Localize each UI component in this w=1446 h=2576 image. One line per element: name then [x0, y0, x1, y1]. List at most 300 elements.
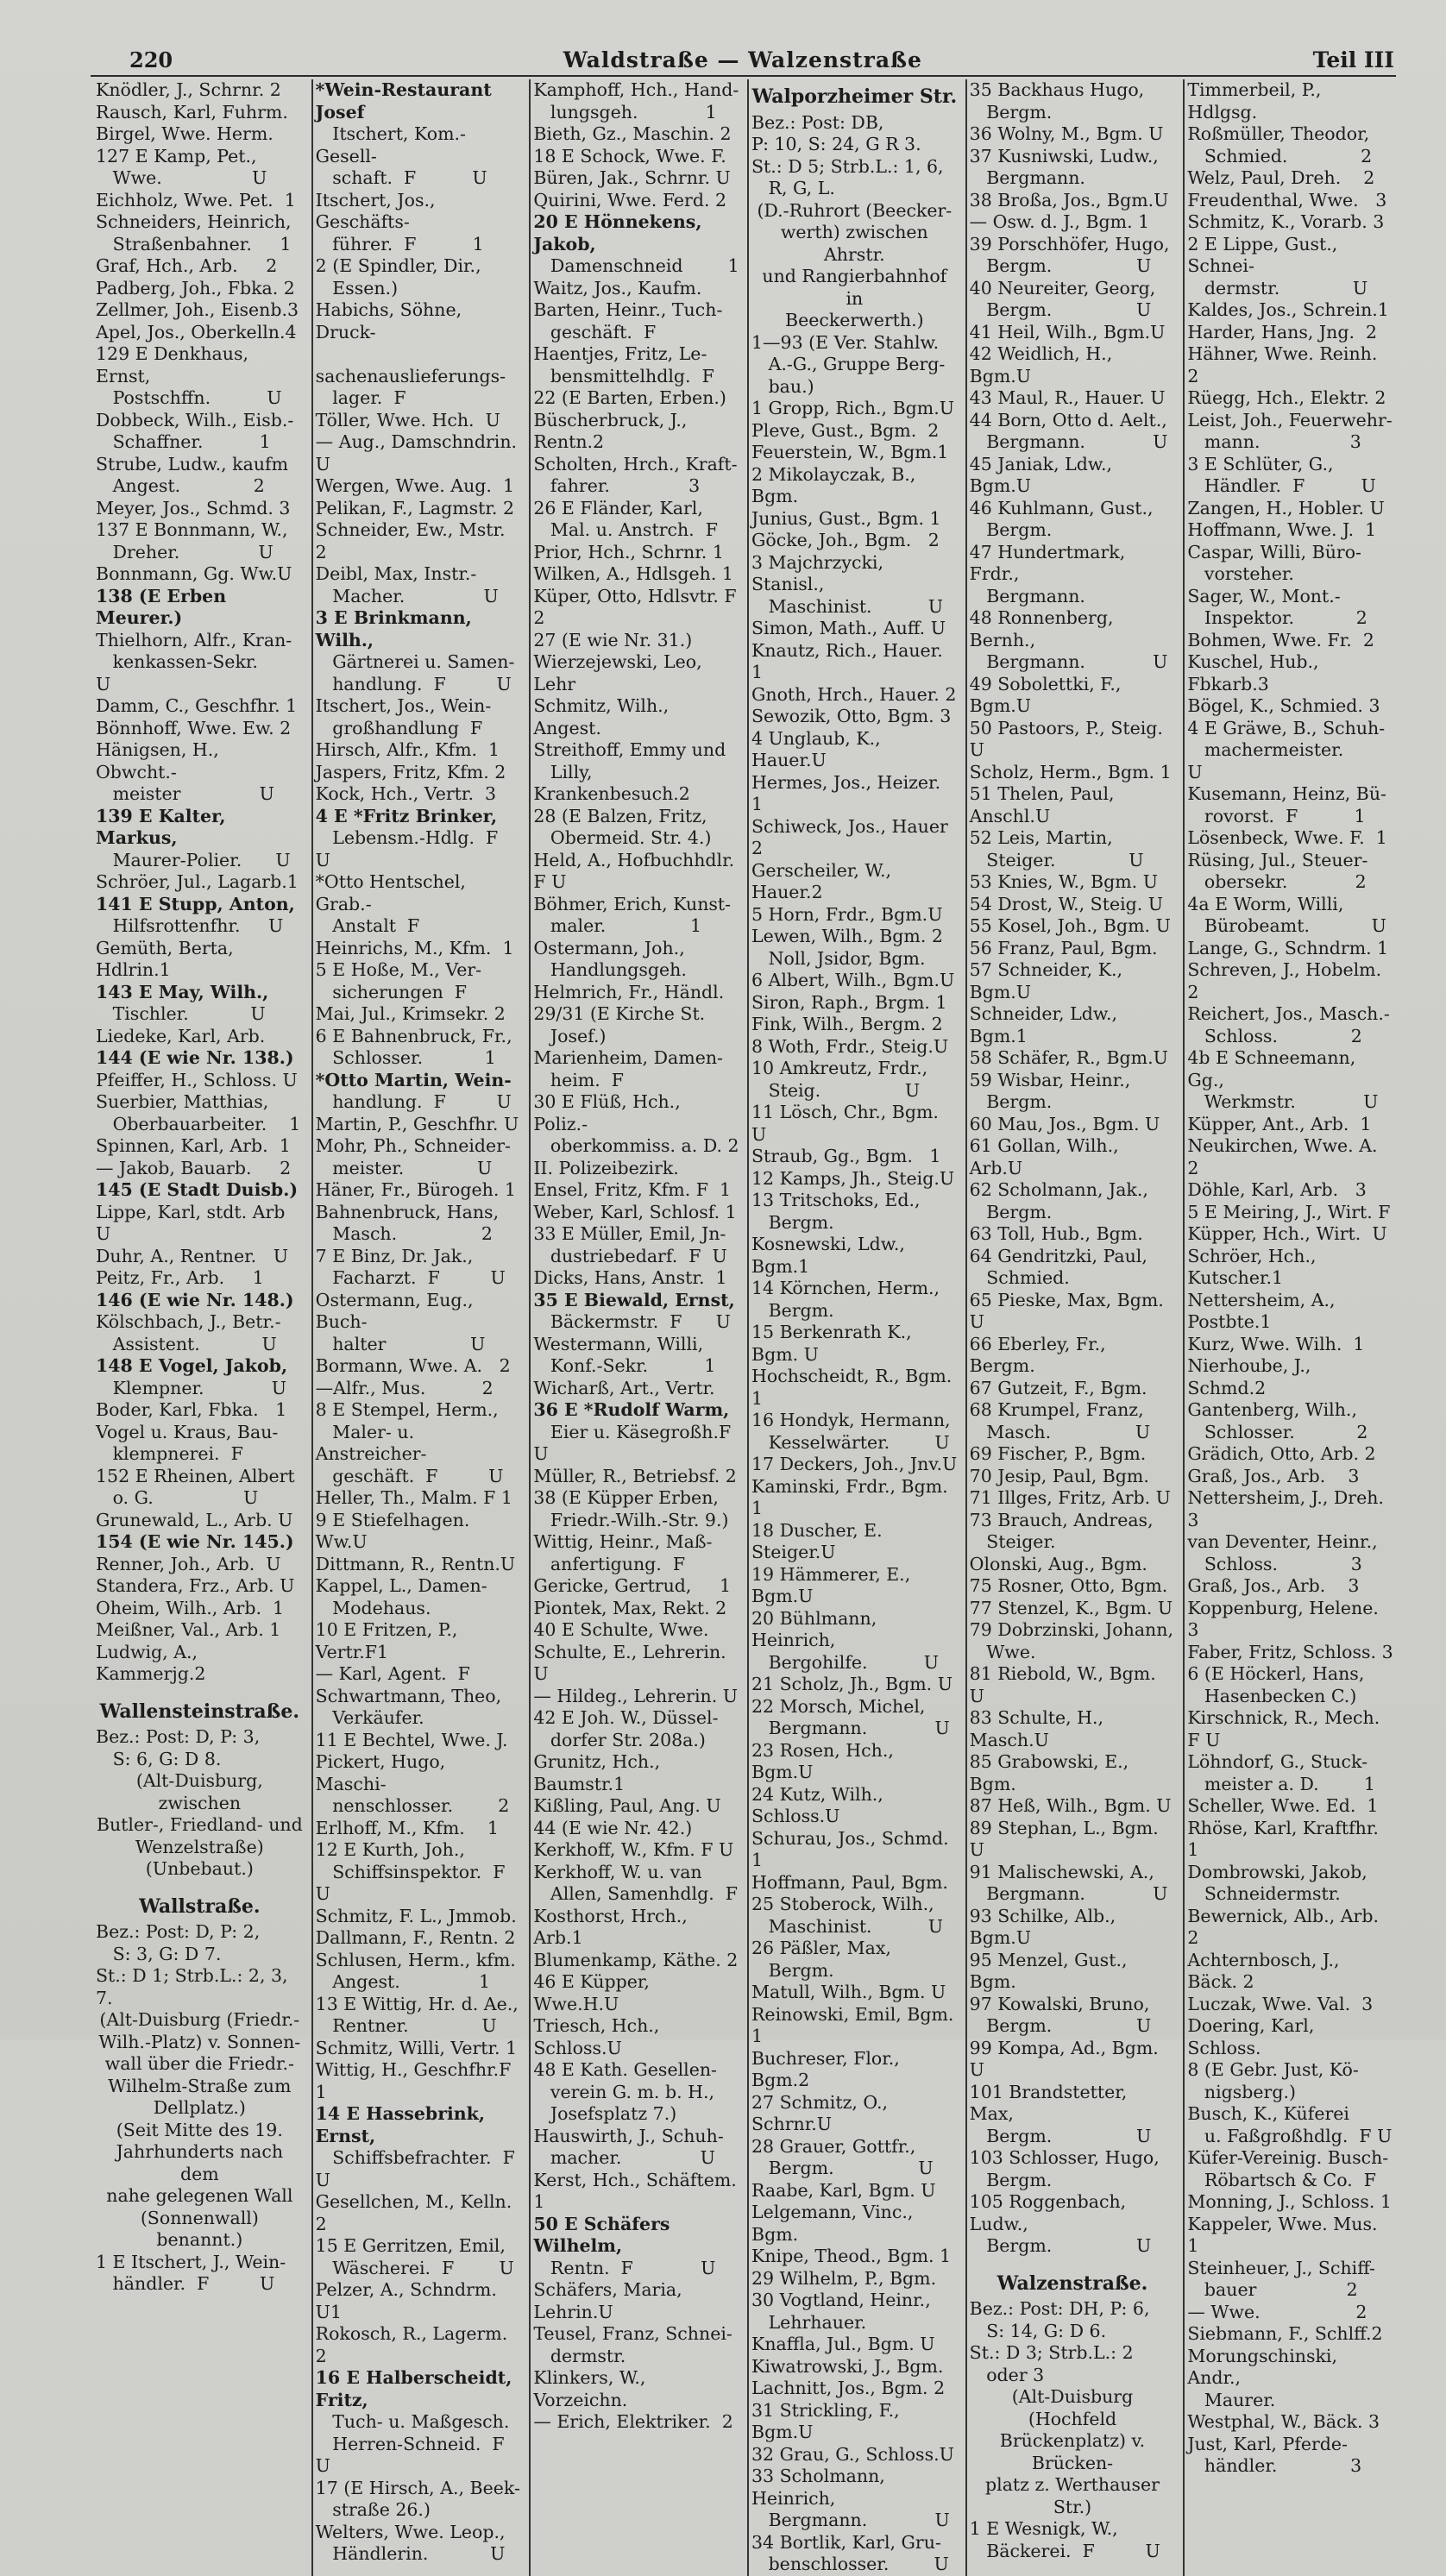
directory-entry: Morungschinski, Andr., — [1187, 2345, 1343, 2388]
directory-entry: 154 (E wie Nr. 145.) — [96, 1531, 294, 1552]
directory-entry: Rokosch, R., Lagerm. 2 — [315, 2323, 513, 2366]
directory-entry: Held, A., Hofbuchhdlr. F U — [533, 849, 740, 892]
directory-entry: 64 Gendritzki, Paul, — [969, 1245, 1147, 1266]
directory-entry: Kerkhoff, W., Kfm. F U — [533, 1839, 734, 1860]
directory-entry: 71 Illges, Fritz, Arb. U — [969, 1487, 1171, 1508]
directory-entry: Kurz, Wwe. Wilh. 1 — [1187, 1333, 1365, 1354]
directory-entry: 3 Majchrzycki, Stanisl., — [751, 551, 890, 594]
directory-entry: 91 Malischewski, A., — [969, 1861, 1154, 1882]
directory-entry: Bergmann. — [969, 585, 1085, 606]
directory-entry: 48 E Kath. Gesellen- — [533, 2059, 717, 2080]
directory-entry: Meyer, Jos., Schmd. 3 — [96, 497, 291, 518]
directory-entry: 67 Gutzeit, F., Bgm. — [969, 1377, 1147, 1398]
directory-entry: A.-G., Gruppe Berg- — [751, 354, 946, 374]
directory-entry: geschäft. F U — [315, 1465, 504, 1486]
directory-entry: Bäckermstr. F U — [533, 1311, 731, 1332]
directory-entry: *Wein-Restaurant Josef — [315, 79, 498, 123]
directory-entry: Lewen, Wilh., Bgm. 2 — [751, 926, 943, 946]
directory-entry: 26 E Fländer, Karl, — [533, 497, 703, 518]
directory-entry: (Alt-Duisburg, zwischen — [135, 1770, 269, 1813]
directory-entry: Kiwatrowski, J., Bgm. — [751, 2355, 944, 2377]
street-heading: Wallensteinstraße. — [99, 1700, 300, 1723]
directory-entry: Monning, J., Schloss. 1 — [1187, 2191, 1392, 2212]
directory-entry: Wilh.-Platz) v. Sonnen- — [98, 2031, 301, 2052]
directory-entry: Modehaus. — [315, 1597, 431, 1618]
directory-entry: 17 Deckers, Joh., Jnv.U — [751, 1454, 958, 1474]
directory-entry: Mohr, Ph., Schneider- — [315, 1135, 511, 1156]
directory-entry: bauer 2 — [1187, 2279, 1358, 2300]
directory-entry: Straßenbahner. 1 — [96, 233, 292, 254]
directory-entry: 8 Woth, Frdr., Steig.U — [751, 1035, 949, 1057]
directory-entry: 63 Toll, Hub., Bgm. — [969, 1223, 1143, 1244]
directory-column — [529, 79, 742, 2576]
directory-entry: 5 E Hoße, M., Ver- — [315, 959, 482, 980]
directory-entry: Pelzer, A., Schndrm. U1 — [315, 2279, 508, 2322]
directory-entry: 14 Körnchen, Herm., — [751, 1278, 940, 1298]
directory-entry: Bergohilfe. U — [751, 1651, 940, 1673]
directory-entry: 19 Hämmerer, E., Bgm.U — [751, 1563, 916, 1606]
directory-entry: meister. U — [315, 1157, 493, 1178]
directory-entry: (Seit Mitte des 19. — [116, 2119, 283, 2140]
directory-entry: Schneider, Ew., Mstr. 2 — [315, 519, 512, 562]
directory-entry: straße 26.) — [315, 2499, 431, 2520]
directory-entry: Gnoth, Hrch., Hauer. 2 — [751, 683, 957, 705]
directory-entry: Pfeiffer, H., Schloss. U — [96, 1069, 298, 1090]
directory-entry: Assistent. U — [96, 1333, 277, 1354]
directory-entry: Bergmann. U — [751, 1718, 950, 1738]
directory-entry: Friedr.-Wilh.-Str. 9.) — [533, 1509, 729, 1530]
directory-entry: 7 E Binz, Dr. Jak., — [315, 1245, 474, 1266]
directory-entry: machermeister. U — [1187, 739, 1383, 782]
directory-entry: Bergm. — [969, 519, 1053, 540]
directory-entry: 1 E Itschert, J., Wein- — [96, 2251, 286, 2272]
directory-entry: —Alfr., Mus. 2 — [315, 1377, 494, 1398]
directory-entry: Ostermann, Eug., Buch- — [315, 1289, 480, 1332]
directory-entry: Löhndorf, G., Stuck- — [1187, 1751, 1367, 1772]
directory-entry: Knaffla, Jul., Bgm. U — [751, 2334, 935, 2354]
directory-entry: werth) zwischen Ahrstr. — [780, 222, 934, 265]
directory-entry: 12 E Kurth, Joh., — [315, 1839, 465, 1860]
directory-entry: 47 Hundertmark, Frdr., — [969, 541, 1131, 584]
directory-entry: Josef.) — [533, 1025, 607, 1046]
directory-entry: Dellplatz.) — [153, 2097, 246, 2118]
directory-entry: Hilfsrottenfhr. U — [96, 915, 284, 936]
directory-entry: 34 Bortlik, Karl, Gru- — [751, 2531, 941, 2553]
directory-entry: Eier u. Käsegroßh.F U — [533, 1421, 737, 1464]
directory-entry: 23 Rosen, Hch., Bgm.U — [751, 1739, 900, 1782]
directory-entry: Kaldes, Jos., Schrein.1 — [1187, 299, 1389, 320]
directory-entry: obersekr. 2 — [1187, 871, 1367, 892]
directory-entry: Klinkers, W., Vorzeichn. — [533, 2367, 651, 2410]
directory-entry: Itschert, Jos., Geschäfts- — [315, 189, 442, 232]
directory-entry: halter U — [315, 1333, 486, 1354]
directory-entry: Heller, Th., Malm. F 1 — [315, 1487, 512, 1508]
directory-entry: Bergm. — [969, 1201, 1053, 1222]
directory-entry: Habichs, Söhne, Druck- — [315, 299, 468, 342]
directory-entry: Josefsplatz 7.) — [533, 2103, 677, 2124]
directory-entry: Bez.: Post: DB, — [751, 111, 884, 133]
directory-entry: Achternbosch, J., Bäck. 2 — [1187, 1949, 1346, 1992]
directory-entry: handlung. F U — [315, 1091, 512, 1112]
directory-entry: Siebmann, F., Schlff.2 — [1187, 2323, 1383, 2344]
directory-entry: Neukirchen, Wwe. A. 2 — [1187, 1135, 1384, 1178]
directory-entry: Peitz, Fr., Arb. 1 — [96, 1267, 264, 1288]
directory-entry: 27 Schmitz, O., Schrnr.U — [751, 2091, 894, 2134]
directory-entry: 3 E Brinkmann, Wilh., — [315, 607, 478, 650]
directory-entry: 53 Knies, W., Bgm. U — [969, 871, 1158, 892]
directory-entry: Mai, Jul., Krimsekr. 2 — [315, 1003, 506, 1024]
directory-entry: Masch. 2 — [315, 1223, 493, 1244]
directory-entry: Wilhelm-Straße zum — [108, 2075, 292, 2096]
directory-entry: anfertigung. F — [533, 1553, 686, 1574]
directory-entry: verein G. m. b. H., — [533, 2081, 715, 2102]
directory-entry: 28 Grauer, Gottfr., — [751, 2135, 916, 2157]
directory-entry: Caspar, Willi, Büro- — [1187, 541, 1361, 562]
directory-entry: Bögel, K., Schmied. 3 — [1187, 695, 1380, 716]
directory-entry: 61 Gollan, Wilh., Arb.U — [969, 1135, 1125, 1178]
directory-entry: Luczak, Wwe. Val. 3 — [1187, 1993, 1374, 2014]
directory-entry: oder 3 — [969, 2364, 1045, 2385]
directory-entry: Lange, G., Schndrm. 1 — [1187, 937, 1389, 958]
directory-entry: 40 E Schulte, Wwe. — [533, 1619, 709, 1640]
directory-entry: führer. F 1 — [315, 233, 484, 254]
directory-entry: Jaspers, Fritz, Kfm. 2 — [315, 761, 506, 782]
directory-entry: Kerst, Hch., Schäftem. 1 — [533, 2169, 743, 2212]
directory-entry: — Hildeg., Lehrerin. U — [533, 1685, 739, 1706]
directory-entry: Schurau, Jos., Schmd. 1 — [751, 1827, 955, 1870]
directory-entry: Kuschel, Hub., Fbkarb.3 — [1187, 651, 1325, 694]
directory-entry: mann. 3 — [1187, 431, 1361, 452]
section-spacer — [96, 1686, 304, 1694]
directory-entry: Gerscheiler, W., Hauer.2 — [751, 859, 897, 902]
directory-entry: Pleve, Gust., Bgm. 2 — [751, 419, 940, 441]
directory-entry: bensmittelhdlg. F — [533, 365, 714, 386]
directory-entry: Damenschneid 1 — [533, 255, 739, 276]
directory-entry: Schäfers, Maria, Lehrin.U — [533, 2279, 688, 2322]
directory-entry: großhandlung F — [315, 717, 483, 738]
directory-entry: Gärtnerei u. Samen- — [315, 651, 515, 672]
directory-entry: Gericke, Gertrud, 1 — [533, 1575, 732, 1596]
directory-entry: Spinnen, Karl, Arb. 1 — [96, 1135, 291, 1156]
directory-entry: 22 Morsch, Michel, — [751, 1695, 926, 1717]
directory-entry: Just, Karl, Pferde- — [1187, 2433, 1348, 2454]
directory-entry: 33 E Müller, Emil, Jn- — [533, 1223, 726, 1244]
directory-column — [311, 79, 525, 2576]
directory-entry: rovorst. F 1 — [1187, 805, 1366, 826]
directory-entry: 14 E Hassebrink, Ernst, — [315, 2103, 492, 2146]
directory-entry: van Deventer, Heinr., — [1187, 1531, 1378, 1552]
directory-entry: Hasenbecken C.) — [1187, 1685, 1357, 1706]
directory-entry: 103 Schlosser, Hugo, — [969, 2147, 1160, 2168]
directory-entry: Schlusen, Herm., kfm. — [315, 1949, 516, 1970]
directory-entry: Graf, Hch., Arb. 2 — [96, 255, 278, 276]
directory-entry: 70 Jesip, Paul, Bgm. — [969, 1465, 1149, 1486]
directory-entry: Dallmann, F., Rentn. 2 — [315, 1927, 516, 1948]
directory-entry: Schmitz, Willi, Vertr. 1 — [315, 2037, 518, 2058]
directory-entry: Steinheuer, J., Schiff- — [1187, 2257, 1375, 2278]
directory-entry: 11 Lösch, Chr., Bgm. U — [751, 1102, 945, 1145]
directory-entry: Wäscherei. F U — [315, 2257, 514, 2278]
directory-entry: 137 E Bonnmann, W., — [96, 519, 288, 540]
directory-entry: 29 Wilhelm, P., Bgm. — [751, 2267, 937, 2289]
directory-entry: Grunitz, Hch., Baumstr.1 — [533, 1751, 666, 1794]
directory-entry: schaft. F U — [315, 167, 487, 188]
directory-entry: 2 E Lippe, Gust., Schnei- — [1187, 233, 1343, 276]
directory-entry: 18 E Schock, Wwe. F. — [533, 145, 726, 166]
directory-entry: Birgel, Wwe. Herm. — [96, 123, 273, 144]
part-label: Teil III — [1312, 47, 1394, 72]
directory-entry: Bewernick, Alb., Arb. 2 — [1187, 1905, 1385, 1948]
directory-entry: *Otto Hentschel, Grab.- — [315, 871, 472, 914]
directory-entry: Lösenbeck, Wwe. F. 1 — [1187, 827, 1387, 848]
directory-entry: Händlerin. U — [315, 2543, 506, 2564]
directory-entry: Facharzt. F U — [315, 1267, 506, 1288]
directory-entry: Junius, Gust., Bgm. 1 — [751, 507, 941, 529]
directory-entry: Rüsing, Jul., Steuer- — [1187, 849, 1368, 870]
directory-entry: Kölschbach, J., Betr.- — [96, 1311, 281, 1332]
directory-entry: Handlungsgeh. — [533, 959, 687, 980]
directory-entry: Nierhoube, J., Schmd.2 — [1187, 1355, 1317, 1398]
directory-entry: — Osw. d. J., Bgm. 1 — [969, 211, 1150, 232]
directory-entry: Schmitz, Wilh., Angest. — [533, 695, 675, 738]
directory-entry: 46 E Küpper, Wwe.H.U — [533, 1971, 656, 2014]
directory-entry: 52 Leis, Martin, — [969, 827, 1113, 848]
directory-entry: Ludwig, A., Kammerjg.2 — [96, 1641, 206, 1684]
directory-entry: 30 Vogtland, Heinr., — [751, 2290, 931, 2310]
directory-entry: Schlosser. 2 — [1187, 1421, 1368, 1442]
directory-entry: 42 Weidlich, H., Bgm.U — [969, 343, 1118, 386]
directory-entry: kenkassen-Sekr. U — [96, 651, 292, 694]
directory-entry: Steig. U — [751, 1079, 921, 1101]
directory-entry: Rentn. F U — [533, 2257, 716, 2278]
directory-entry: Schröer, Jul., Lagarb.1 — [96, 871, 299, 892]
directory-entry: 1 Gropp, Rich., Bgm.U — [751, 398, 954, 418]
directory-entry: 127 E Kamp, Pet., — [96, 145, 257, 166]
directory-entry: 4a E Worm, Willi, — [1187, 893, 1344, 914]
directory-entry: Feuerstein, W., Bgm.1 — [751, 442, 949, 462]
directory-entry: 29/31 (E Kirche St. — [533, 1003, 706, 1024]
directory-entry: Bonnmann, Gg. Ww.U — [96, 563, 292, 584]
directory-entry: 16 E Halberscheidt, Fritz, — [315, 2367, 519, 2410]
directory-entry: Wierzejewski, Leo, Lehr — [533, 651, 708, 694]
directory-entry: fahrer. 3 — [533, 475, 701, 496]
directory-entry: Bergmann. U — [751, 2510, 950, 2530]
directory-entry: Rüegg, Hch., Elektr. 2 — [1187, 387, 1386, 408]
directory-entry: Röbartsch & Co. F — [1187, 2169, 1376, 2190]
directory-entry: 18 Duscher, E. Steiger.U — [751, 1519, 889, 1562]
directory-entry: Bormann, Wwe. A. 2 — [315, 1355, 511, 1376]
directory-entry: 13 E Wittig, Hr. d. Ae., — [315, 1993, 519, 2014]
directory-entry: Büren, Jak., Schrnr. U — [533, 167, 731, 188]
directory-entry: Reinowski, Emil, Bgm. 1 — [751, 2003, 959, 2046]
directory-entry: bau.) — [751, 375, 814, 397]
directory-entry: Beeckerwerth.) — [785, 310, 924, 330]
directory-entry: Kosnewski, Ldw., Bgm.1 — [751, 1234, 911, 1277]
directory-entry: Bönnhoff, Wwe. Ew. 2 — [96, 717, 292, 738]
directory-entry: Scholz, Herm., Bgm. 1 — [969, 761, 1172, 782]
directory-entry: 146 (E wie Nr. 148.) — [96, 1289, 294, 1310]
directory-entry: Erlhoff, M., Kfm. 1 — [315, 1817, 499, 1838]
directory-entry: Bäckerei. F U — [969, 2540, 1160, 2561]
directory-entry: Knödler, J., Schrnr. 2 — [96, 79, 281, 100]
directory-entry: 41 Heil, Wilh., Bgm.U — [969, 321, 1166, 342]
directory-entry: Westphal, W., Bäck. 3 — [1187, 2411, 1380, 2432]
directory-entry: 11 E Bechtel, Wwe. J. — [315, 1729, 508, 1750]
directory-entry: Bergm. — [751, 1211, 834, 1233]
directory-entry: Lehrhauer. — [751, 2311, 867, 2333]
directory-entry: 21 Scholz, Jh., Bgm. U — [751, 1674, 952, 1694]
directory-entry: nahe gelegenen Wall — [106, 2185, 293, 2206]
directory-entry: Bergmann. — [969, 167, 1085, 188]
directory-entry: 148 E Vogel, Jakob, — [96, 1355, 288, 1376]
directory-entry: Postschffn. U — [96, 387, 282, 408]
directory-entry: Pickert, Hugo, Maschi- — [315, 1751, 451, 1794]
directory-entry: Gemüth, Berta, Hdlrin.1 — [96, 937, 240, 980]
directory-entry: Standera, Frz., Arb. U — [96, 1575, 295, 1596]
directory-entry: Tischler. U — [96, 1003, 266, 1024]
directory-entry: Küfer-Vereinig. Busch- — [1187, 2147, 1389, 2168]
directory-entry: Scholten, Hrch., Kraft- — [533, 453, 738, 474]
directory-entry: 73 Brauch, Andreas, — [969, 1509, 1154, 1530]
directory-entry: R, G, L. — [751, 178, 835, 198]
directory-entry: Schmied. 2 — [1187, 145, 1373, 166]
directory-entry: Bieth, Gz., Maschin. 2 — [533, 123, 732, 144]
directory-entry: Ensel, Fritz, Kfm. F 1 — [533, 1179, 732, 1200]
directory-entry: — Karl, Agent. F — [315, 1663, 470, 1684]
directory-entry: Straub, Gg., Bgm. 1 — [751, 1146, 941, 1166]
directory-entry: Maschinist. U — [751, 1915, 944, 1937]
directory-entry: Schröer, Hch., Kutscher.1 — [1187, 1245, 1323, 1288]
directory-entry: Liedeke, Karl, Arb. — [96, 1025, 266, 1046]
directory-entry: Prior, Hch., Schrnr. 1 — [533, 541, 724, 562]
directory-entry: 79 Dobrzinski, Johann, — [969, 1619, 1173, 1640]
directory-columns — [93, 79, 1396, 2574]
directory-entry: 152 E Rheinen, Albert — [96, 1465, 295, 1486]
directory-entry: lager. F — [315, 387, 406, 408]
directory-entry: Kamphoff, Hch., Hand- — [533, 79, 739, 100]
directory-entry: dustriebedarf. F U — [533, 1245, 727, 1266]
directory-entry: 144 (E wie Nr. 138.) — [96, 1047, 294, 1068]
directory-entry: Schiweck, Jos., Hauer 2 — [751, 815, 954, 858]
directory-entry: 60 Mau, Jos., Bgm. U — [969, 1113, 1160, 1134]
directory-entry: S: 6, G: D 8. — [96, 1748, 222, 1769]
directory-entry: benschlosser. U — [751, 2554, 949, 2574]
directory-entry: Gesellchen, M., Kelln. 2 — [315, 2191, 518, 2234]
directory-entry: Händler. F U — [1187, 475, 1376, 496]
directory-entry: Vogel u. Kraus, Bau- — [96, 1421, 279, 1442]
directory-entry: Graß, Jos., Arb. 3 — [1187, 1575, 1360, 1596]
directory-entry: Koppenburg, Helene. 3 — [1187, 1597, 1385, 1640]
directory-entry: Macher. U — [315, 585, 499, 606]
directory-entry: 4 E *Fritz Brinker, — [315, 805, 498, 826]
directory-entry: 49 Sobolettki, F., Bgm.U — [969, 673, 1127, 716]
directory-entry: Oberbauarbeiter. 1 — [96, 1113, 301, 1134]
directory-column — [1183, 79, 1396, 2576]
directory-entry: Klempner. U — [96, 1377, 286, 1398]
directory-entry: 51 Thelen, Paul, Anschl.U — [969, 783, 1121, 826]
directory-entry: Suerbier, Matthias, — [96, 1091, 269, 1112]
directory-entry: Kappel, L., Damen- — [315, 1575, 487, 1596]
directory-entry: Bergm. U — [969, 2015, 1152, 2036]
directory-entry: handlung. F U — [315, 673, 512, 694]
directory-entry: Welters, Wwe. Leop., — [315, 2521, 506, 2542]
directory-entry: 27 (E wie Nr. 31.) — [533, 629, 693, 650]
street-heading: Walporzheimer Str. — [751, 85, 958, 108]
directory-entry: vorsteher. — [1187, 563, 1294, 584]
directory-entry: Bergm. — [969, 101, 1053, 123]
directory-entry: 93 Schilke, Alb., Bgm.U — [969, 1905, 1122, 1948]
directory-entry: Hauswirth, J., Schuh- — [533, 2125, 724, 2146]
directory-entry: (D.-Ruhrort (Beecker- — [757, 199, 952, 221]
directory-entry: 38 (E Küpper Erben, — [533, 1487, 719, 1508]
directory-entry: 10 Amkreutz, Frdr., — [751, 1058, 928, 1078]
directory-entry: Dombrowski, Jakob, — [1187, 1861, 1367, 1882]
directory-entry: 43 Maul, R., Hauer. U — [969, 387, 1166, 408]
directory-entry: 16 Hondyk, Hermann, — [751, 1410, 951, 1430]
directory-entry: Bergm. — [969, 2169, 1053, 2190]
directory-entry: Kaminski, Frdr., Bgm. 1 — [751, 1475, 954, 1518]
directory-entry: Marienheim, Damen- — [533, 1047, 723, 1068]
directory-entry: Olonski, Aug., Bgm. — [969, 1553, 1147, 1574]
directory-entry: 6 E Bahnenbruck, Fr., — [315, 1025, 512, 1046]
directory-entry: Buchreser, Flor., Bgm.2 — [751, 2047, 906, 2090]
directory-entry: P: 10, S: 24, G R 3. — [751, 134, 921, 154]
directory-entry: wall über die Friedr.- — [104, 2053, 294, 2074]
directory-entry: Lelgemann, Vinc., Bgm. — [751, 2202, 919, 2245]
directory-entry: 44 (E wie Nr. 42.) — [533, 1817, 693, 1838]
directory-entry: (Alt-Duisburg (Hochfeld — [1011, 2386, 1139, 2429]
directory-entry: platz z. Werthauser Str.) — [985, 2474, 1166, 2517]
page-title: Waldstraße — Walzenstraße — [563, 47, 922, 72]
directory-entry: 30 E Flüß, Hch., Poliz.- — [533, 1091, 687, 1134]
directory-entry: S: 3, G: D 7. — [96, 1943, 222, 1964]
directory-entry: 33 Scholmann, Heinrich, — [751, 2466, 891, 2509]
directory-entry: Graß, Jos., Arb. 3 — [1187, 1465, 1360, 1486]
directory-entry: Doering, Karl, Schloss. — [1187, 2015, 1320, 2058]
directory-entry: Bergm. U — [969, 2125, 1152, 2146]
directory-entry: Triesch, Hch., Schloss.U — [533, 2015, 665, 2058]
directory-entry: 15 Berkenrath K., Bgm. U — [751, 1322, 918, 1365]
directory-entry: 97 Kowalski, Bruno, — [969, 1993, 1150, 2014]
directory-entry: Bez.: Post: D, P: 2, — [96, 1921, 261, 1942]
directory-entry: Oheim, Wilh., Arb. 1 — [96, 1597, 285, 1618]
directory-entry: 40 Neureiter, Georg, — [969, 277, 1156, 298]
directory-entry: 12 Kamps, Jh., Steig.U — [751, 1167, 955, 1189]
directory-entry: Brückenplatz) v. Brücken- — [999, 2430, 1151, 2473]
directory-entry: 129 E Denkhaus, Ernst, — [96, 343, 255, 386]
directory-entry: 46 Kuhlmann, Gust., — [969, 497, 1154, 518]
directory-entry: Maschinist. U — [751, 595, 944, 617]
directory-entry: händler. F U — [96, 2273, 275, 2294]
directory-entry: Lippe, Karl, stdt. Arb U — [96, 1201, 291, 1244]
directory-entry: 69 Fischer, P., Bgm. — [969, 1443, 1147, 1464]
directory-entry: 39 Porschhöfer, Hugo, — [969, 233, 1170, 254]
directory-entry: Müller, R., Betriebsf. 2 — [533, 1465, 737, 1486]
directory-entry: Harder, Hans, Jng. 2 — [1187, 321, 1378, 342]
directory-entry: Renner, Joh., Arb. U — [96, 1553, 281, 1574]
directory-entry: Dreher. U — [96, 541, 273, 562]
directory-entry: 3 E Schlüter, G., — [1187, 453, 1334, 474]
directory-entry: Bez.: Post: D, P: 3, — [96, 1726, 261, 1747]
directory-entry: 57 Schneider, K., Bgm.U — [969, 959, 1129, 1002]
directory-entry: Wicharß, Art., Vertr. — [533, 1377, 715, 1398]
directory-entry: 5 Horn, Frdr., Bgm.U — [751, 903, 943, 925]
directory-entry: 75 Rosner, Otto, Bgm. — [969, 1575, 1168, 1596]
directory-entry: 4b E Schneemann, Gg., — [1187, 1047, 1361, 1090]
directory-entry: Wilken, A., Hdlsgeh. 1 — [533, 563, 733, 584]
directory-entry: Wittig, Heinr., Maß- — [533, 1531, 713, 1552]
directory-entry: 26 Päßler, Max, — [751, 1938, 891, 1958]
